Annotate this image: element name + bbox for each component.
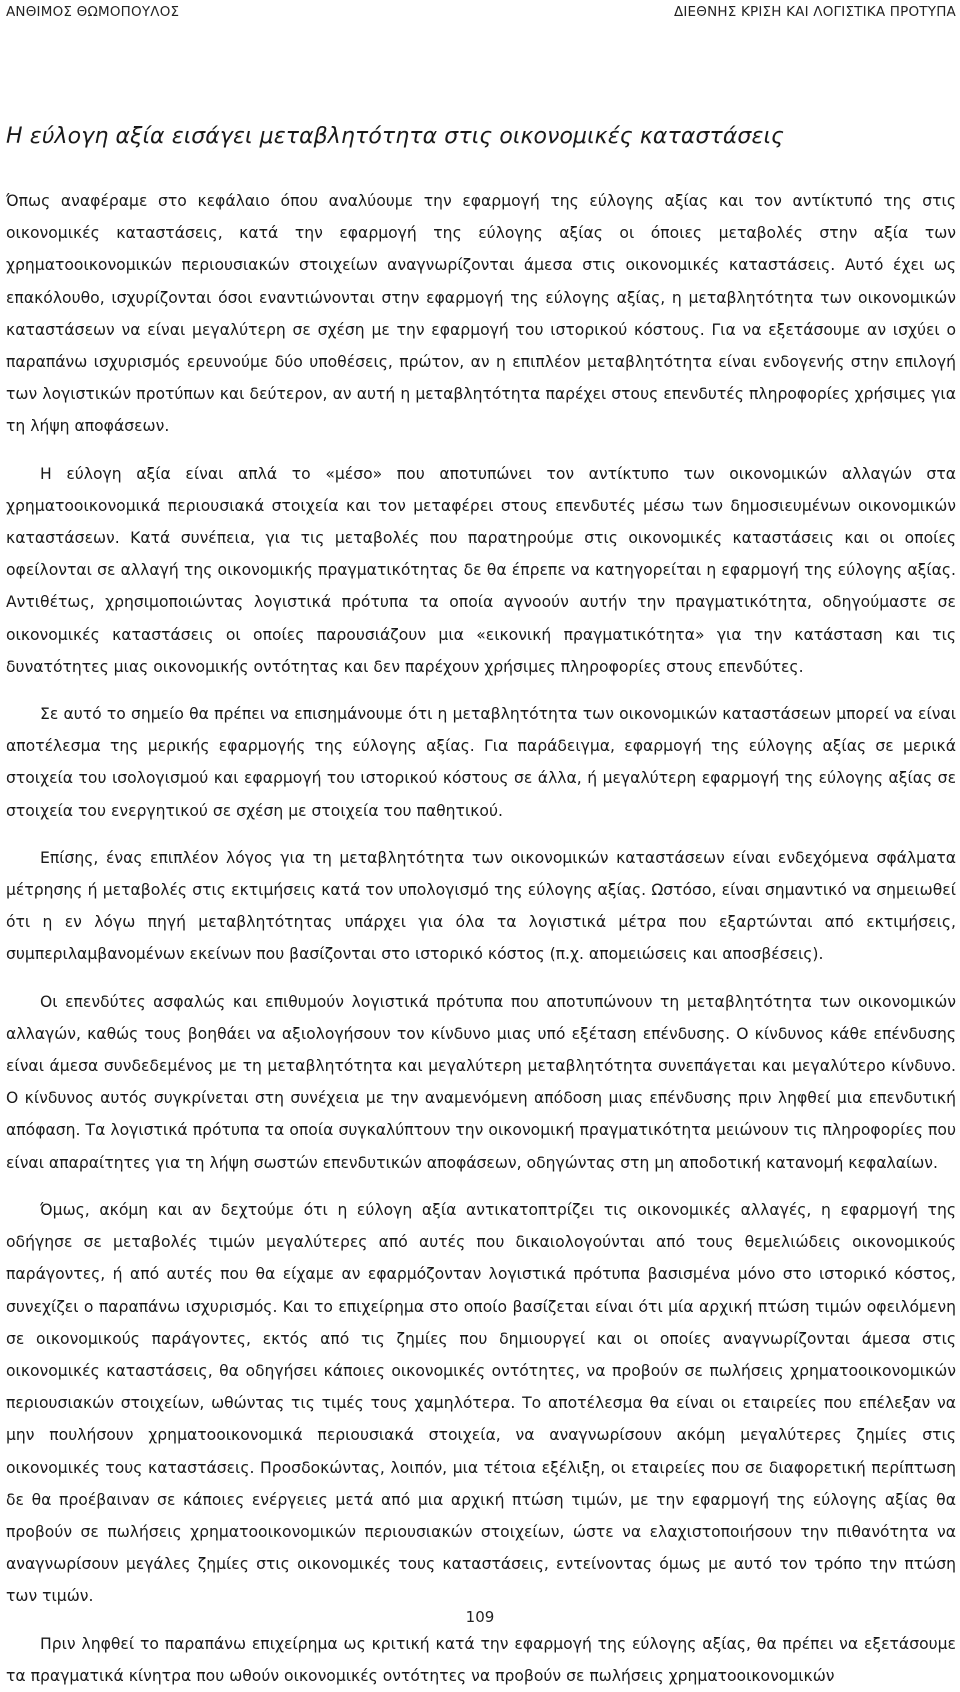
paragraph-3: Σε αυτό το σημείο θα πρέπει να επισημάνουμε ότι η μεταβλητότητα των οικονομικών καταστάσεων μπορεί να είναι αποτέλεσμα της μερικής εφαρμογής της εύλογης αξίας. Για παράδειγμα, εφαρμογή της εύλογης αξίας σε μερικά στοιχεία του ισολογισμού και εφαρμογή του ιστορικού κόστους σε άλλα, ή μεγαλύτερη εφαρμογή της εύλογης αξίας σε στοιχεία του ενεργητικού σε σχέση με στοιχεία του παθητικού. <box>6 705 956 820</box>
body-text <box>6 185 956 1692</box>
paragraph-2: Η εύλογη αξία είναι απλά το «μέσο» που αποτυπώνει τον αντίκτυπο των οικονομικών αλλαγών στα χρηματοοικονομικά περιουσιακά στοιχεία και τον μεταφέρει στους επενδυτές μέσω των δημοσιευμένων οικονομικών καταστάσεων. Κατά συνέπεια, για τις μεταβολές που παρατηρούμε στις οικονομικές καταστάσεις και οι οποίες οφείλονται σε αλλαγή της οικονομικής πραγματικότητας δε θα έπρεπε να κατηγορείται η εφαρμογή της εύλογης αξίας. Αντιθέτως, χρησιμοποιώντας λογιστικά πρότυπα τα οποία αγνοούν αυτήν την πραγματικότητα, οδηγούμαστε σε οικονομικές καταστάσεις οι οποίες παρουσιάζουν μια «εικονική πραγματικότητα» για την κατάσταση και τις δυνατότητες μιας οικονομικής οντότητας και δεν παρέχουν χρήσιμες πληροφορίες στους επενδύτες. <box>6 464 956 676</box>
running-header <box>6 4 956 22</box>
paragraph-1: Όπως αναφέραμε στο κεφάλαιο όπου αναλύουμε την εφαρμογή της εύλογης αξίας και τον αντίκτυπό της στις οικονομικές καταστάσεις, κατά την εφαρμογή της εύλογης αξίας οι όποιες μεταβολές στην αξία των χρηματοοικονομικών περιουσιακών στοιχείων αναγνωρίζονται άμεσα στις οικονομικές καταστάσεις. Αυτό έχει ως επακόλουθο, ισχυρίζονται όσοι εναντιώνονται στην εφαρμογή της εύλογης αξίας, η μεταβλητότητα των οικονομικών καταστάσεων να είναι μεγαλύτερη σε σχέση με την εφαρμογή του ιστορικού κόστους. Για να εξετάσουμε αν ισχύει ο παραπάνω ισχυρισμός ερευνούμε δύο υποθέσεις, πρώτον, αν η επιπλέον μεταβλητότητα είναι ενδογενής στην επιλογή των λογιστικών προτύπων και δεύτερον, αν αυτή η μεταβλητότητα παρέχει στους επενδυτές πληροφορίες χρήσιμες για τη λήψη αποφάσεων. <box>6 192 956 436</box>
header-book-title: ΔΙΕΘΝΗΣ ΚΡΙΣΗ ΚΑΙ ΛΟΓΙΣΤΙΚΑ ΠΡΟΤΥΠΑ <box>673 4 956 20</box>
section-title: Η εύλογη αξία εισάγει μεταβλητότητα στις οικονομικές καταστάσεις <box>6 124 785 149</box>
paragraph-4: Επίσης, ένας επιπλέον λόγος για τη μεταβλητότητα των οικονομικών καταστάσεων είναι ενδεχόμενα σφάλματα μέτρησης ή μεταβολές στις εκτιμήσεις κατά τον υπολογισμό της εύλογης αξίας. Ωστόσο, είναι σημαντικό να σημειωθεί ότι η εν λόγω πηγή μεταβλητότητας υπάρχει για όλα τα λογιστικά μέτρα που εξαρτώνται από εκτιμήσεις, συμπεριλαμβανομένων εκείνων που βασίζονται στο ιστορικό κόστος (π.χ. απομειώσεις και αποσβέσεις). <box>6 848 956 964</box>
paragraph-5: Οι επενδύτες ασφαλώς και επιθυμούν λογιστικά πρότυπα που αποτυπώνουν τη μεταβλητότητα των οικονομικών αλλαγών, καθώς τους βοηθάει να αξιολογήσουν τον κίνδυνο μιας υπό εξέταση επένδυσης. Ο κίνδυνος κάθε επένδυσης είναι άμεσα συνδεδεμένος με τη μεταβλητότητα και μεγαλύτερη μεταβλητότητα συνεπάγεται και μεγαλύτερο κίνδυνο. Ο κίνδυνος αυτός συγκρίνεται στη συνέχεια με την αναμενόμενη απόδοση μιας επένδυσης πριν ληφθεί μια επενδυτική απόφαση. Τα λογιστικά πρότυπα τα οποία συγκαλύπτουν την οικονομική πραγματικότητα μειώνουν τις πληροφορίες που είναι απαραίτητες για τη λήψη σωστών επενδυτικών αποφάσεων, οδηγώντας στη μη αποδοτική κατανομή κεφαλαίων. <box>6 992 956 1172</box>
page-number: 109 <box>465 1608 495 1626</box>
paragraph-7: Πριν ληφθεί το παραπάνω επιχείρημα ως κριτική κατά την εφαρμογή της εύλογης αξίας, θα πρέπει να εξετάσουμε τα πραγματικά κίνητρα που ωθούν οικονομικές οντότητες να προβούν σε πωλήσεις χρηματοοικονομικών <box>6 1634 956 1685</box>
paragraph-6: Όμως, ακόμη και αν δεχτούμε ότι η εύλογη αξία αντικατοπτρίζει τις οικονομικές αλλαγές, η εφαρμογή της οδήγησε σε μεταβολές τιμών μεγαλύτερες από αυτές που δικαιολογούνται από τους θεμελιώδεις οικονομικούς παράγοντες, ή από αυτές που θα είχαμε αν εφαρμόζονταν λογιστικά πρότυπα βασισμένα μόνο στο ιστορικό κόστος, συνεχίζει ο παραπάνω ισχυρισμός. Και το επιχείρημα στο οποίο βασίζεται είναι ότι μία αρχική πτώση τιμών οφειλόμενη σε οικονομικούς παράγοντες, εκτός από τις ζημίες που δημιουργεί και οι οποίες αναγνωρίζονται άμεσα στις οικονομικές καταστάσεις, θα οδηγήσει κάποιες οικονομικές οντότητες, να προβούν σε πωλήσεις χρηματοοικονομικών περιουσιακών στοιχείων, ωθώντας τις τιμές τους χαμηλότερα. Το αποτέλεσμα θα είναι οι εταιρείες που επέλεξαν να μην πουλήσουν χρηματοοικονομικά περιουσιακά στοιχεία, να αναγνωρίσουν ακόμη μεγαλύτερες ζημίες στις οικονομικές τους καταστάσεις. Προσδοκώντας, λοιπόν, μια τέτοια εξέλιξη, οι εταιρείες που σε διαφορετική περίπτωση δε θα προέβαιναν σε κάποιες ενέργειες μετά από μια αρχική πτώση τιμών, με την εφαρμογή της εύλογης αξίας θα προβούν σε πωλήσεις χρηματοοικονομικών περιουσιακών στοιχείων, ώστε να ελαχιστοποιήσουν την πιθανότητα να αναγνωρίσουν μεγάλες ζημίες στις οικονομικές τους καταστάσεις, εντείνοντας όμως με αυτό τον τρόπο την πτώση των τιμών. <box>6 1200 956 1606</box>
header-author: ΑΝΘΙΜΟΣ ΘΩΜΟΠΟΥΛΟΣ <box>6 4 180 20</box>
